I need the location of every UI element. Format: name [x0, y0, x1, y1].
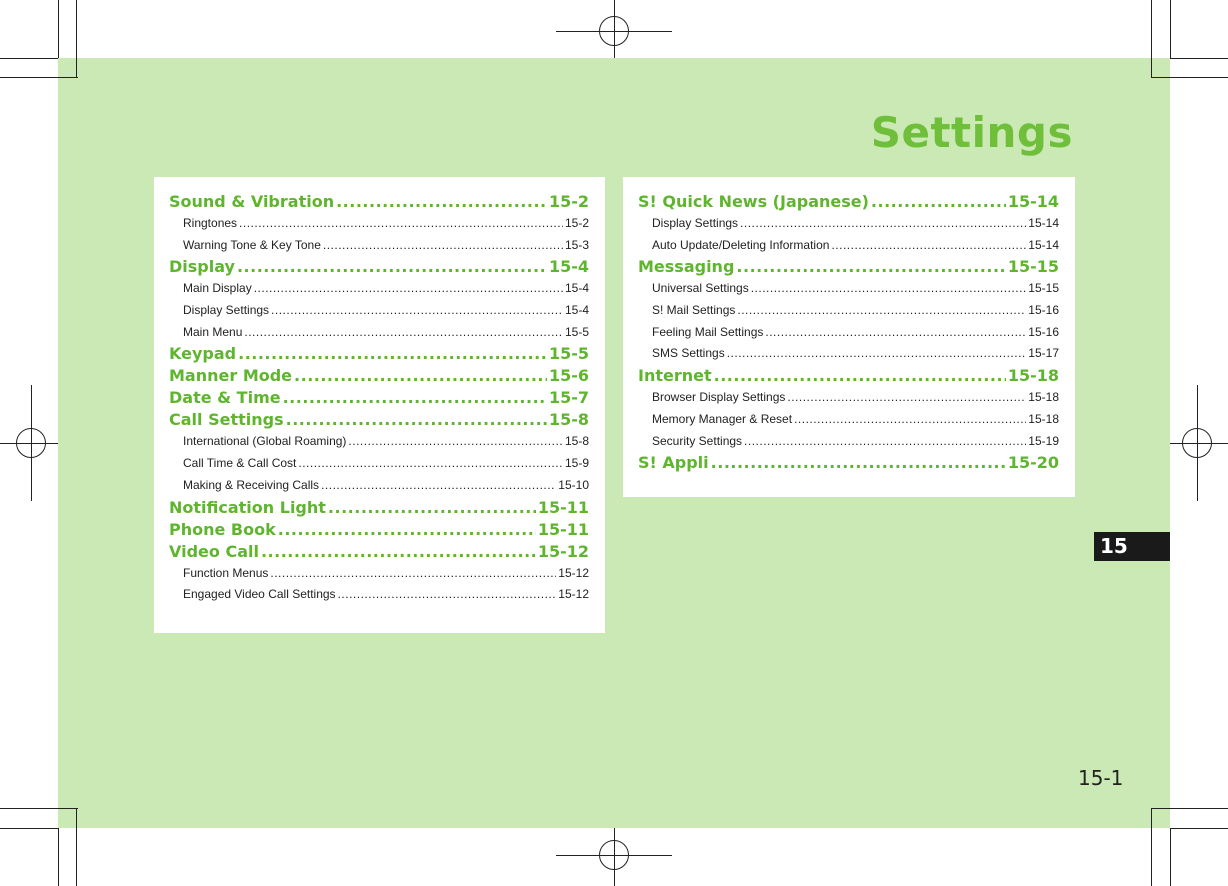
toc-leader	[711, 452, 1006, 474]
toc-subsection-label: Security Settings	[652, 433, 743, 448]
toc-subsection-page: 15-16	[1028, 303, 1059, 318]
toc-subsection-page: 15-16	[1028, 324, 1059, 339]
toc-leader	[239, 213, 563, 235]
toc-section[interactable]	[169, 256, 589, 278]
toc-subsection-label: Auto Update/Deleting Information	[652, 237, 830, 252]
toc-section-label: Phone Book	[169, 519, 276, 539]
toc-section-label: Messaging	[638, 257, 735, 277]
toc-section-page: 15-8	[548, 410, 589, 430]
toc-subsection[interactable]	[169, 322, 589, 344]
toc-section-page: 15-18	[1007, 366, 1059, 386]
toc-subsection-label: Main Display	[183, 281, 252, 296]
toc-leader	[714, 365, 1006, 387]
toc-leader	[298, 453, 563, 475]
toc-subsection-label: Feeling Mail Settings	[652, 324, 764, 339]
toc-subsection[interactable]	[638, 409, 1059, 431]
toc-section-label: Manner Mode	[169, 366, 293, 386]
toc-subsection-label: Display Settings	[183, 303, 270, 318]
toc-subsection[interactable]	[169, 453, 589, 475]
toc-subsection[interactable]	[638, 235, 1059, 257]
toc-leader	[286, 409, 547, 431]
toc-section-label: Internet	[638, 366, 712, 386]
toc-subsection-label: SMS Settings	[652, 346, 725, 361]
toc-section-page: 15-12	[537, 541, 589, 561]
toc-leader	[737, 300, 1026, 322]
toc-section-page: 15-6	[548, 366, 589, 386]
toc-section-label: Display	[169, 257, 235, 277]
page-title: Settings	[870, 108, 1073, 157]
toc-section[interactable]	[169, 387, 589, 409]
toc-section-page: 15-4	[548, 257, 589, 277]
toc-section[interactable]	[169, 343, 589, 365]
toc-section-page: 15-7	[548, 388, 589, 408]
toc-subsection-page: 15-14	[1028, 237, 1059, 252]
toc-section-page: 15-15	[1007, 257, 1059, 277]
toc-subsection-label: Ringtones	[183, 216, 238, 230]
toc-leader	[294, 365, 547, 387]
toc-subsection[interactable]	[638, 213, 1059, 235]
toc-subsection-page: 15-19	[1028, 433, 1059, 448]
toc-section-label: Video Call	[169, 541, 259, 561]
toc-subsection-page: 15-18	[1028, 411, 1059, 426]
toc-section[interactable]	[638, 452, 1059, 474]
toc-subsection-page: 15-8	[564, 434, 589, 449]
toc-leader	[787, 387, 1026, 409]
toc-right-panel	[623, 177, 1075, 497]
toc-subsection-label: Call Time & Call Cost	[183, 456, 297, 471]
toc-section[interactable]	[638, 191, 1059, 213]
toc-section-label: Call Settings	[169, 410, 284, 430]
toc-section-page: 15-5	[548, 344, 589, 364]
toc-subsection[interactable]	[169, 584, 589, 606]
toc-subsection-label: Engaged Video Call Settings	[183, 587, 336, 602]
toc-subsection[interactable]	[169, 235, 589, 257]
toc-leader	[794, 409, 1026, 431]
toc-subsection-page: 15-4	[564, 303, 589, 318]
toc-subsection[interactable]	[638, 431, 1059, 453]
toc-leader	[736, 256, 1005, 278]
toc-section-label: Notification Light	[169, 497, 326, 517]
toc-subsection[interactable]	[638, 278, 1059, 300]
toc-leader	[283, 387, 547, 409]
toc-subsection-label: S! Mail Settings	[652, 303, 736, 318]
toc-section-label: S! Quick News (Japanese)	[638, 192, 869, 211]
toc-section-page: 15-11	[537, 497, 589, 517]
toc-leader	[751, 278, 1027, 300]
toc-leader	[278, 519, 536, 541]
toc-subsection[interactable]	[638, 387, 1059, 409]
toc-subsection-label: Display Settings	[652, 216, 739, 230]
toc-subsection-label: Making & Receiving Calls	[183, 477, 320, 492]
toc-subsection-page: 15-4	[564, 281, 589, 296]
toc-subsection[interactable]	[169, 563, 589, 585]
toc-subsection-label: Function Menus	[183, 565, 269, 580]
toc-section-page: 15-14	[1007, 192, 1059, 211]
chapter-tab: 15	[1094, 532, 1170, 561]
toc-leader	[244, 322, 563, 344]
toc-subsection-page: 15-18	[1028, 390, 1059, 405]
toc-leader	[740, 213, 1026, 235]
toc-section-label: S! Appli	[638, 453, 709, 473]
toc-section[interactable]	[169, 497, 589, 519]
toc-leader	[238, 343, 547, 365]
toc-section-page: 15-2	[548, 192, 589, 211]
toc-subsection-page: 15-9	[564, 456, 589, 471]
toc-section[interactable]	[169, 541, 589, 563]
toc-leader	[765, 322, 1026, 344]
toc-subsection-label: Warning Tone & Key Tone	[183, 237, 321, 252]
toc-section-label: Sound & Vibration	[169, 192, 335, 211]
toc-leader	[336, 191, 547, 213]
toc-leader	[261, 541, 536, 563]
toc-section-label: Keypad	[169, 344, 237, 364]
toc-leader	[271, 300, 563, 322]
toc-left-panel	[154, 177, 605, 633]
toc-section[interactable]	[638, 256, 1059, 278]
toc-subsection-label: Memory Manager & Reset	[652, 411, 793, 426]
toc-leader	[237, 256, 547, 278]
toc-leader	[254, 278, 563, 300]
toc-subsection[interactable]	[169, 300, 589, 322]
toc-subsection[interactable]	[638, 343, 1059, 365]
toc-section[interactable]	[169, 409, 589, 431]
toc-subsection[interactable]	[638, 322, 1059, 344]
toc-leader	[727, 343, 1027, 365]
toc-section[interactable]	[169, 191, 589, 213]
toc-subsection[interactable]	[169, 475, 589, 497]
toc-leader	[744, 431, 1026, 453]
toc-subsection[interactable]	[638, 300, 1059, 322]
toc-leader	[348, 431, 563, 453]
toc-subsection-page: 15-12	[558, 587, 589, 602]
toc-subsection-label: International (Global Roaming)	[183, 434, 347, 449]
toc-subsection-label: Main Menu	[183, 324, 243, 339]
toc-subsection-page: 15-2	[564, 216, 589, 230]
toc-subsection-page: 15-17	[1028, 346, 1059, 361]
toc-section-page: 15-11	[537, 519, 589, 539]
toc-subsection-label: Universal Settings	[652, 281, 749, 296]
toc-leader	[270, 563, 556, 585]
toc-section-page: 15-20	[1007, 453, 1059, 473]
toc-subsection-label: Browser Display Settings	[652, 390, 786, 405]
toc-leader	[338, 584, 557, 606]
toc-section[interactable]	[169, 365, 589, 387]
toc-subsection[interactable]	[169, 278, 589, 300]
page-number: 15-1	[1078, 766, 1124, 790]
toc-subsection-page: 15-10	[558, 477, 589, 492]
toc-subsection[interactable]	[169, 431, 589, 453]
toc-section-label: Date & Time	[169, 388, 281, 408]
toc-leader	[328, 497, 536, 519]
toc-subsection-page: 15-12	[558, 565, 589, 580]
toc-leader	[321, 475, 556, 497]
toc-leader	[831, 235, 1026, 257]
toc-subsection-page: 15-3	[564, 237, 589, 252]
toc-section[interactable]	[638, 365, 1059, 387]
toc-subsection[interactable]	[169, 213, 589, 235]
toc-subsection-page: 15-5	[564, 324, 589, 339]
toc-subsection-page: 15-15	[1028, 281, 1059, 296]
toc-leader	[323, 235, 563, 257]
toc-section[interactable]	[169, 519, 589, 541]
toc-leader	[871, 191, 1006, 213]
toc-subsection-page: 15-14	[1028, 216, 1059, 230]
